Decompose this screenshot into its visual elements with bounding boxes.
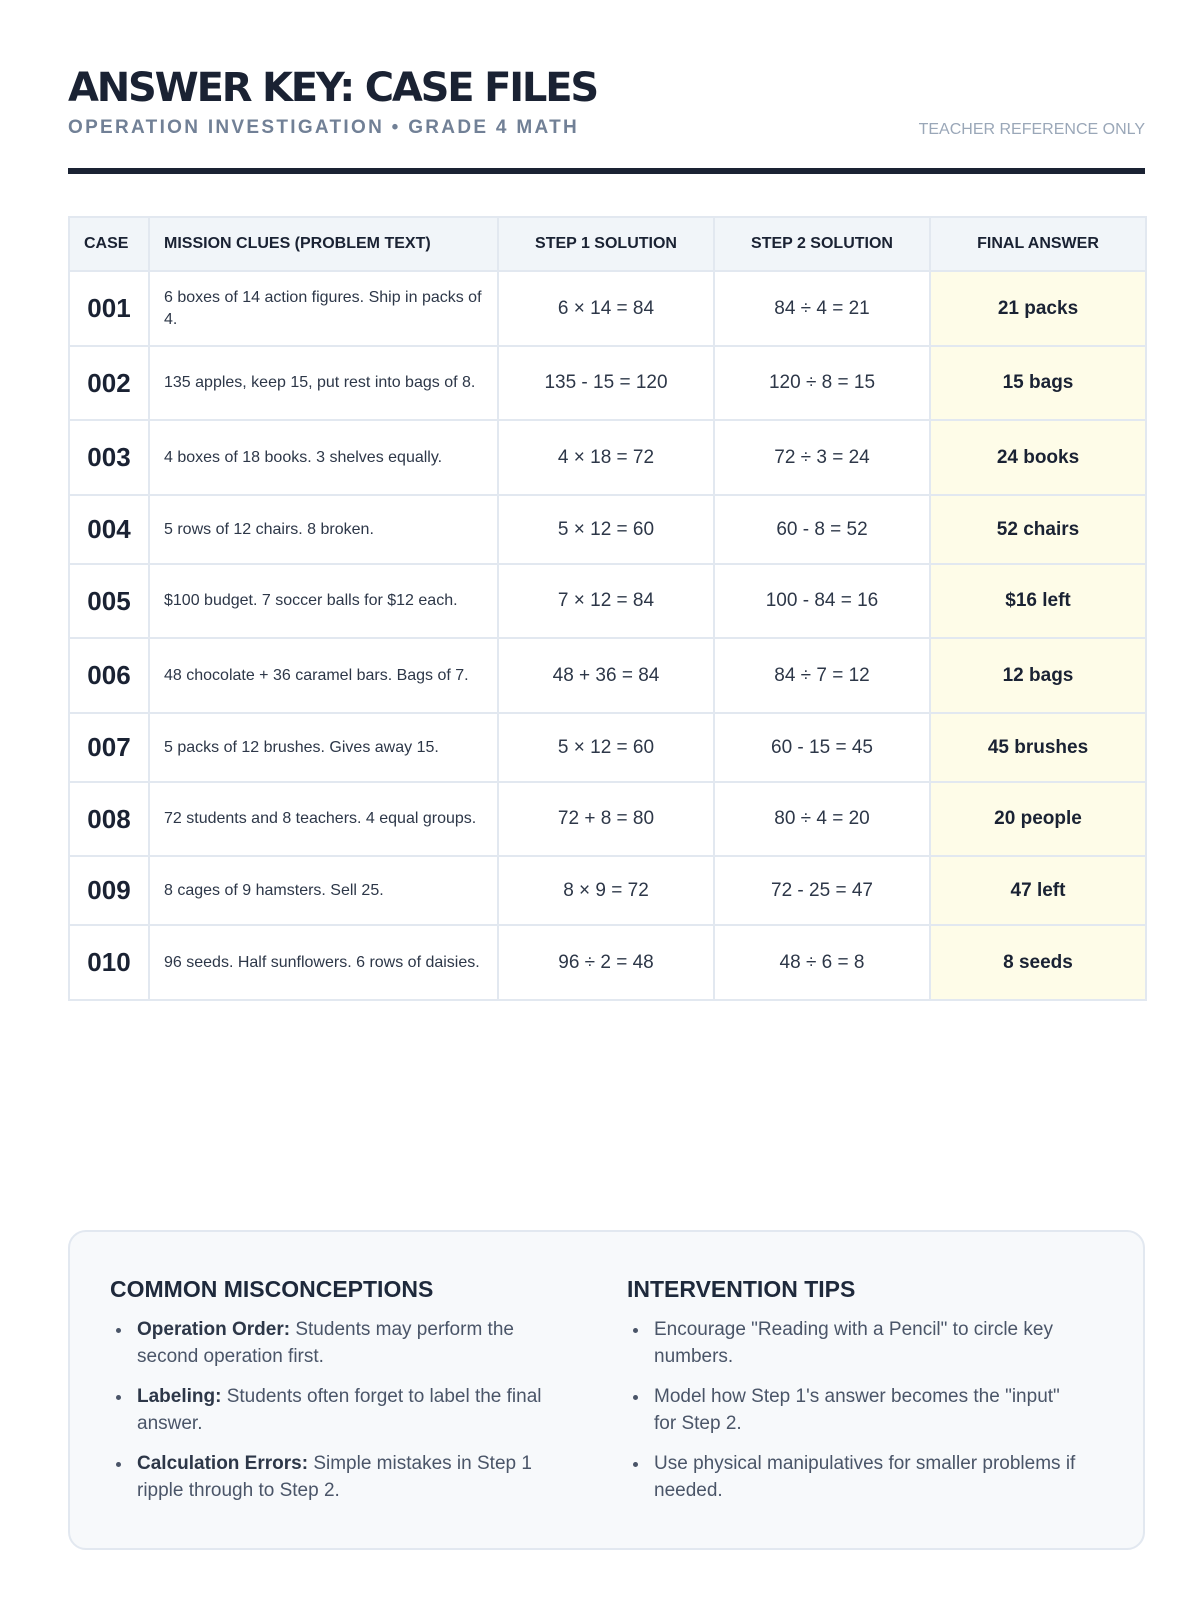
case-number: 007	[69, 713, 149, 782]
case-clue: 5 packs of 12 brushes. Gives away 15.	[149, 713, 498, 782]
step1-solution: 7 × 12 = 84	[498, 564, 714, 638]
teacher-reference-label: TEACHER REFERENCE ONLY	[918, 121, 1145, 138]
final-answer: 52 chairs	[930, 495, 1146, 564]
list-item: Model how Step 1's answer becomes the "input" for Step 2.	[627, 1383, 1087, 1437]
step2-solution: 80 ÷ 4 = 20	[714, 782, 930, 856]
case-clue: 72 students and 8 teachers. 4 equal groups.	[149, 782, 498, 856]
intervention-tips-section	[627, 1274, 1087, 1517]
column-header-final: FINAL ANSWER	[930, 217, 1146, 271]
list-item: Encourage "Reading with a Pencil" to circle key numbers.	[627, 1316, 1087, 1370]
misconceptions-list	[110, 1316, 570, 1504]
case-number: 010	[69, 925, 149, 1000]
misconceptions-section	[110, 1274, 570, 1517]
table-row	[69, 638, 1146, 713]
table-header-row	[69, 217, 1146, 271]
final-answer: 8 seeds	[930, 925, 1146, 1000]
step1-solution: 135 - 15 = 120	[498, 346, 714, 420]
misconception-label: Labeling:	[137, 1386, 222, 1407]
page-header	[68, 62, 1145, 176]
case-clue: 5 rows of 12 chairs. 8 broken.	[149, 495, 498, 564]
step2-solution: 120 ÷ 8 = 15	[714, 346, 930, 420]
step2-solution: 84 ÷ 4 = 21	[714, 271, 930, 346]
column-header-clues: MISSION CLUES (PROBLEM TEXT)	[149, 217, 498, 271]
page-subtitle: OPERATION INVESTIGATION • GRADE 4 MATH	[68, 117, 580, 138]
misconception-label: Calculation Errors:	[137, 1453, 309, 1474]
list-item	[110, 1316, 570, 1370]
case-number: 009	[69, 856, 149, 925]
page-title: ANSWER KEY: CASE FILES	[68, 65, 597, 111]
list-item: Use physical manipulatives for smaller problems if needed.	[627, 1450, 1087, 1504]
step1-solution: 5 × 12 = 60	[498, 713, 714, 782]
step2-solution: 84 ÷ 7 = 12	[714, 638, 930, 713]
table-row	[69, 495, 1146, 564]
final-answer: 15 bags	[930, 346, 1146, 420]
step1-solution: 96 ÷ 2 = 48	[498, 925, 714, 1000]
table-row	[69, 564, 1146, 638]
intervention-tips-list	[627, 1316, 1087, 1504]
step1-solution: 4 × 18 = 72	[498, 420, 714, 495]
list-item	[110, 1383, 570, 1437]
case-number: 001	[69, 271, 149, 346]
misconception-text: Simple mistakes in Step 1 ripple through to Step 2.	[137, 1453, 532, 1501]
case-number: 006	[69, 638, 149, 713]
table-row	[69, 782, 1146, 856]
answer-key-page	[68, 0, 1145, 1600]
column-header-step1: STEP 1 SOLUTION	[498, 217, 714, 271]
table-row	[69, 346, 1146, 420]
final-answer: 45 brushes	[930, 713, 1146, 782]
final-answer: 47 left	[930, 856, 1146, 925]
step1-solution: 6 × 14 = 84	[498, 271, 714, 346]
case-number: 003	[69, 420, 149, 495]
case-number: 004	[69, 495, 149, 564]
table-row	[69, 713, 1146, 782]
step1-solution: 8 × 9 = 72	[498, 856, 714, 925]
step2-solution: 72 ÷ 3 = 24	[714, 420, 930, 495]
misconception-label: Operation Order:	[137, 1319, 291, 1340]
header-divider	[68, 168, 1145, 174]
step2-solution: 48 ÷ 6 = 8	[714, 925, 930, 1000]
final-answer: 24 books	[930, 420, 1146, 495]
misconceptions-heading: COMMON MISCONCEPTIONS	[110, 1276, 434, 1302]
step2-solution: 72 - 25 = 47	[714, 856, 930, 925]
misconception-text: Students often forget to label the final answer.	[137, 1386, 542, 1434]
case-clue: $100 budget. 7 soccer balls for $12 each.	[149, 564, 498, 638]
case-clue: 6 boxes of 14 action figures. Ship in packs of 4.	[149, 271, 498, 346]
intervention-tips-heading: INTERVENTION TIPS	[627, 1276, 856, 1302]
case-number: 008	[69, 782, 149, 856]
list-item	[110, 1450, 570, 1504]
table-row	[69, 420, 1146, 495]
column-header-step2: STEP 2 SOLUTION	[714, 217, 930, 271]
case-files-table	[68, 216, 1147, 1001]
final-answer: 12 bags	[930, 638, 1146, 713]
final-answer: 21 packs	[930, 271, 1146, 346]
column-header-case: CASE	[69, 217, 149, 271]
final-answer: 20 people	[930, 782, 1146, 856]
case-clue: 8 cages of 9 hamsters. Sell 25.	[149, 856, 498, 925]
final-answer: $16 left	[930, 564, 1146, 638]
step2-solution: 60 - 15 = 45	[714, 713, 930, 782]
teacher-notes-panel	[68, 1230, 1145, 1550]
step1-solution: 48 + 36 = 84	[498, 638, 714, 713]
case-number: 005	[69, 564, 149, 638]
case-clue: 4 boxes of 18 books. 3 shelves equally.	[149, 420, 498, 495]
misconception-text: Students may perform the second operation first.	[137, 1319, 514, 1367]
case-number: 002	[69, 346, 149, 420]
case-clue: 135 apples, keep 15, put rest into bags of 8.	[149, 346, 498, 420]
step1-solution: 5 × 12 = 60	[498, 495, 714, 564]
table-row	[69, 925, 1146, 1000]
step1-solution: 72 + 8 = 80	[498, 782, 714, 856]
case-clue: 48 chocolate + 36 caramel bars. Bags of 7.	[149, 638, 498, 713]
table-row	[69, 856, 1146, 925]
step2-solution: 100 - 84 = 16	[714, 564, 930, 638]
table-row	[69, 271, 1146, 346]
case-clue: 96 seeds. Half sunflowers. 6 rows of daisies.	[149, 925, 498, 1000]
step2-solution: 60 - 8 = 52	[714, 495, 930, 564]
